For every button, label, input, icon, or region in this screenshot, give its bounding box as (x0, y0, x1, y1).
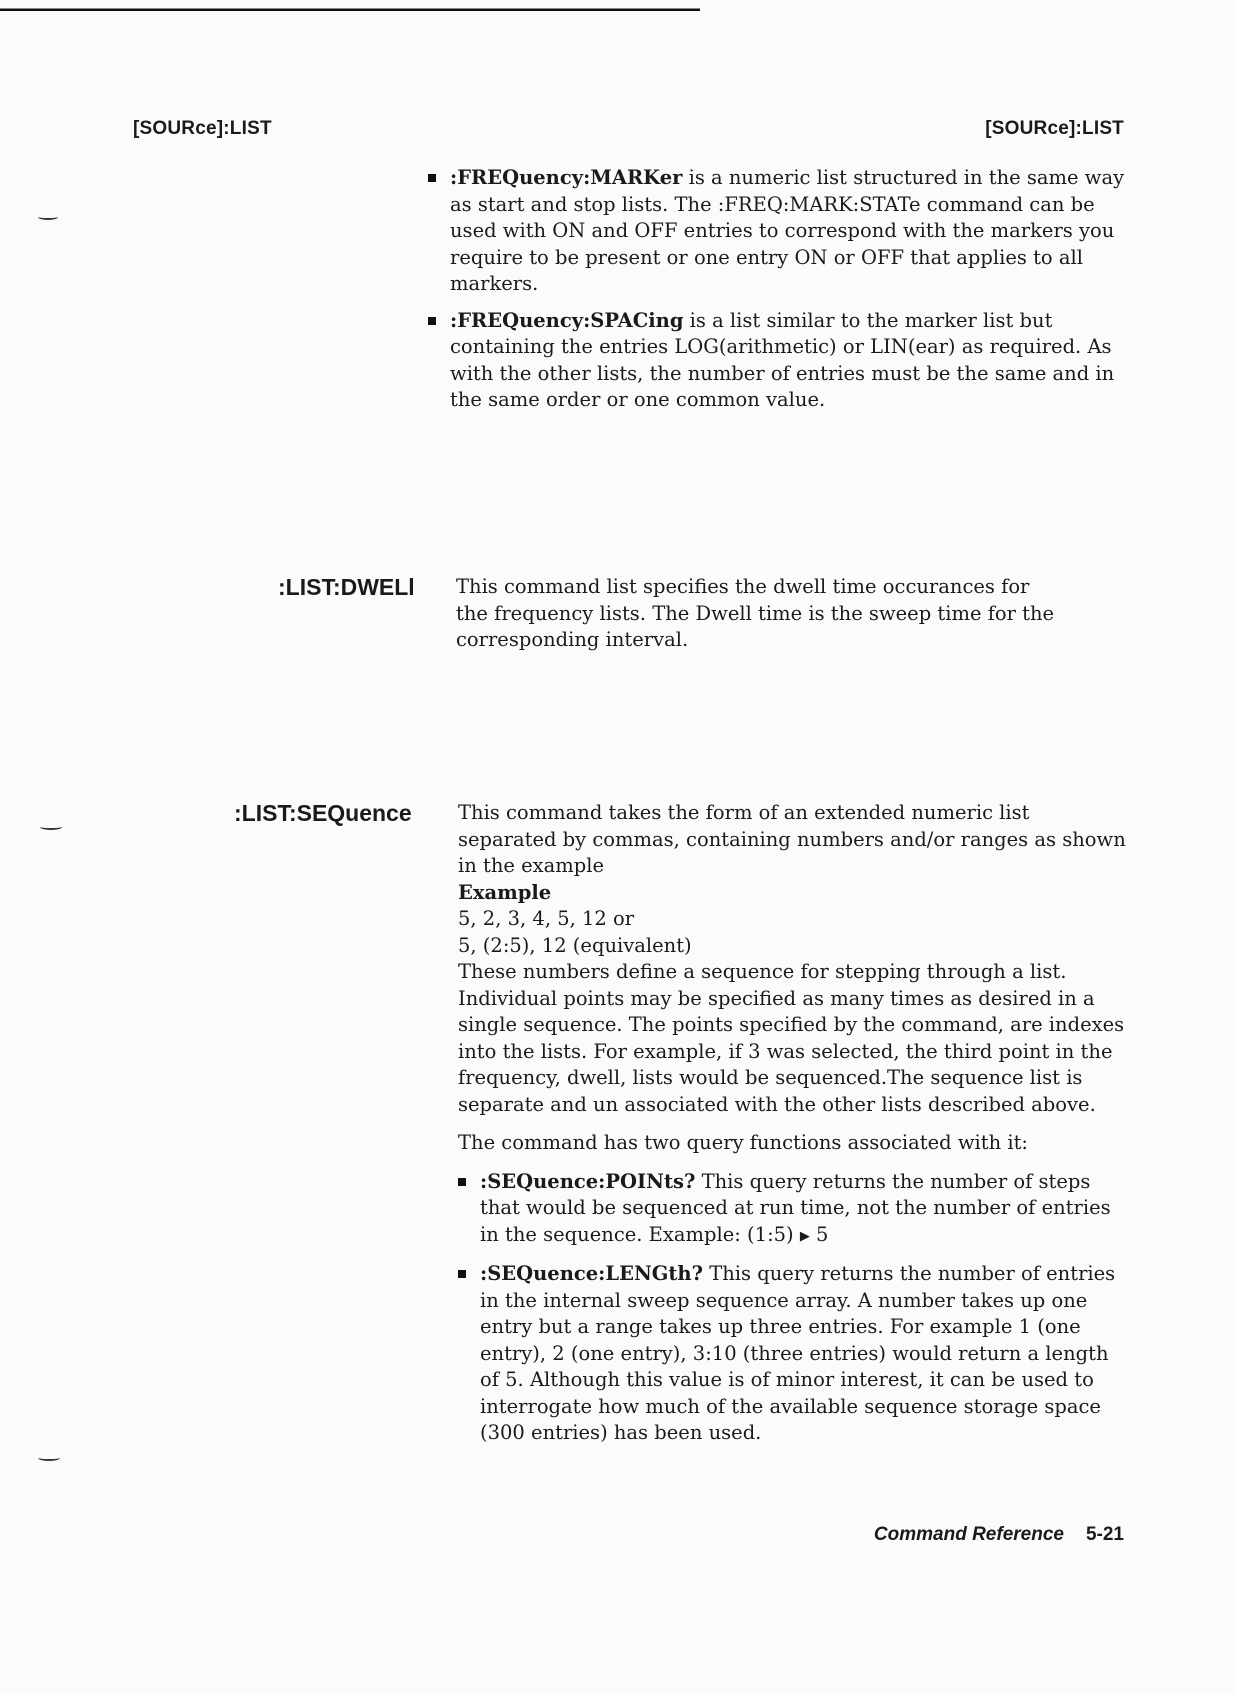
command-term: :FREQuency:SPACing (450, 308, 684, 332)
scan-mark (40, 824, 62, 830)
frequency-bullet-list (428, 165, 1128, 424)
list-item (458, 1169, 1133, 1252)
example-line: 5, (2:5), 12 (equivalent) (458, 933, 692, 957)
page-number: 5-21 (1085, 1524, 1124, 1545)
bullet-square-icon (458, 1270, 466, 1278)
example-line: 5, 2, 3, 4, 5, 12 or (458, 907, 635, 930)
sequence-description: These numbers define a sequence for stepping through a list. Individual points may be specified as many times as desired in a single sequence. The points specified by the command, are indexes into the lists. For example, if 3 was selected, the third point in the frequency, dwell, lists would be sequenced.The sequence list is separate and un associated with the other lists described above. (458, 960, 1125, 1116)
command-description: is a list similar to the marker list but containing the entries LOG(arithmetic) or LIN(ear) as required. As with the other lists, the number of entries must be the same and in the same order or one common value. (450, 308, 1115, 411)
scan-mark (38, 214, 58, 220)
command-description: This query returns the number of steps that would be sequenced at run time, not the number of entries in the sequence. Example: (1:5) (480, 1169, 1111, 1246)
list-item (428, 165, 1128, 298)
dwell-description: This command list specifies the dwell time occurances for the frequency lists. The Dwell time is the sweep time for the corresponding interval. (456, 575, 1055, 651)
example-heading: Example (458, 880, 552, 904)
bullet-square-icon (458, 1178, 466, 1186)
bullet-square-icon (428, 174, 436, 182)
sequence-section (458, 800, 1133, 1457)
sequence-intro: This command takes the form of an extended numeric list separated by commas, containing numbers and/or ranges as shown in the example (458, 801, 1126, 877)
footer-title: Command Reference (873, 1524, 1064, 1545)
command-term: :FREQuency:MARKer (450, 166, 683, 189)
list-item (458, 1261, 1133, 1447)
running-header-left: [SOURce]:LIST (133, 118, 272, 139)
sequence-label: :LIST:SEQuence (234, 800, 412, 826)
query-bullet-list (458, 1169, 1133, 1447)
query-result: 5 (809, 1222, 829, 1246)
query-intro: The command has two query functions associated with it: (458, 1131, 1029, 1154)
command-term: :SEQuence:LENGth? (480, 1262, 704, 1285)
arrow-right-icon: ▶ (799, 1228, 810, 1244)
command-description: This query returns the number of entries in the internal sweep sequence array. A number takes up one entry but a range takes up three entries. For example 1 (one entry), 2 (one entry), 3:10 (three entries) would return a length of 5. Although this value is of minor interest, it can be used to interrogate how much of the available sequence storage space (300 entries) has been used. (480, 1262, 1116, 1444)
list-item (428, 308, 1128, 414)
command-term: :SEQuence:POINts? (480, 1169, 696, 1193)
command-description: is a numeric list structured in the same way as start and stop lists. The :FREQ:MARK:STATe command can be used with ON and OFF entries to correspond with the markers you require to be present or one entry ON or OFF that applies to all markers. (450, 166, 1125, 295)
running-header-right: [SOURce]:LIST (985, 118, 1124, 139)
scan-mark (38, 1455, 60, 1461)
bullet-square-icon (428, 317, 436, 325)
dwell-label: :LIST:DWELl (278, 574, 415, 600)
page-footer (874, 1524, 1124, 1546)
top-rule-thin (0, 8, 700, 9)
